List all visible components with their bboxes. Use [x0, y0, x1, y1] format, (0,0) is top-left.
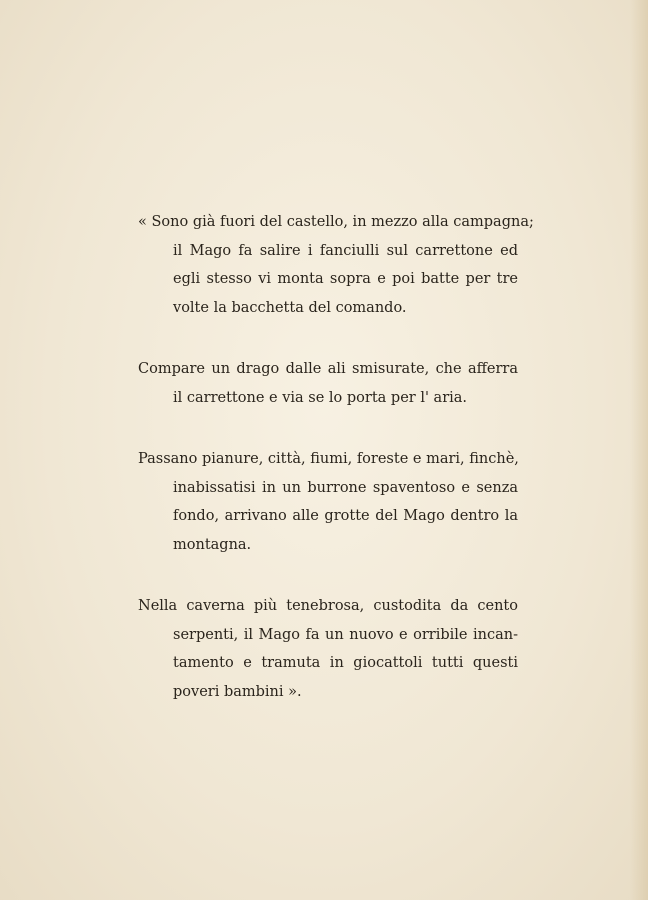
page-edge-shadow	[630, 0, 648, 900]
text-line: Compare un drago dalle ali smisurate, che afferra	[138, 361, 518, 377]
text-line: Passano pianure, città, fiumi, foreste e mari, finchè,	[138, 451, 519, 467]
text-line: fondo, arrivano alle grotte del Mago dentro la	[173, 508, 518, 524]
paragraph-3	[138, 445, 518, 559]
text-line: « Sono già fuori del castello, in mezzo alla campagna;	[138, 214, 534, 230]
text-line: montagna.	[173, 536, 252, 553]
text-line: poveri bambini ».	[173, 683, 302, 700]
text-line: volte la bacchetta del comando.	[173, 299, 407, 316]
text-line: il Mago fa salire i fanciulli sul carrettone ed	[173, 242, 518, 259]
text-line: Nella caverna più tenebrosa, custodita da cento	[138, 598, 518, 614]
story-text	[138, 208, 534, 739]
text-line: egli stesso vi monta sopra e poi batte per tre	[173, 271, 518, 287]
text-line: inabissatisi in un burrone spaventoso e senza	[173, 479, 518, 496]
text-line: il carrettone e via se lo porta per l' aria.	[173, 389, 468, 406]
paragraph-1	[138, 208, 534, 322]
text-line: tamento e tramuta in giocattoli tutti questi	[173, 655, 518, 671]
text-line: serpenti, il Mago fa un nuovo e orribile incan-	[173, 626, 518, 643]
paragraph-2	[138, 355, 518, 412]
paragraph-4	[138, 592, 518, 706]
